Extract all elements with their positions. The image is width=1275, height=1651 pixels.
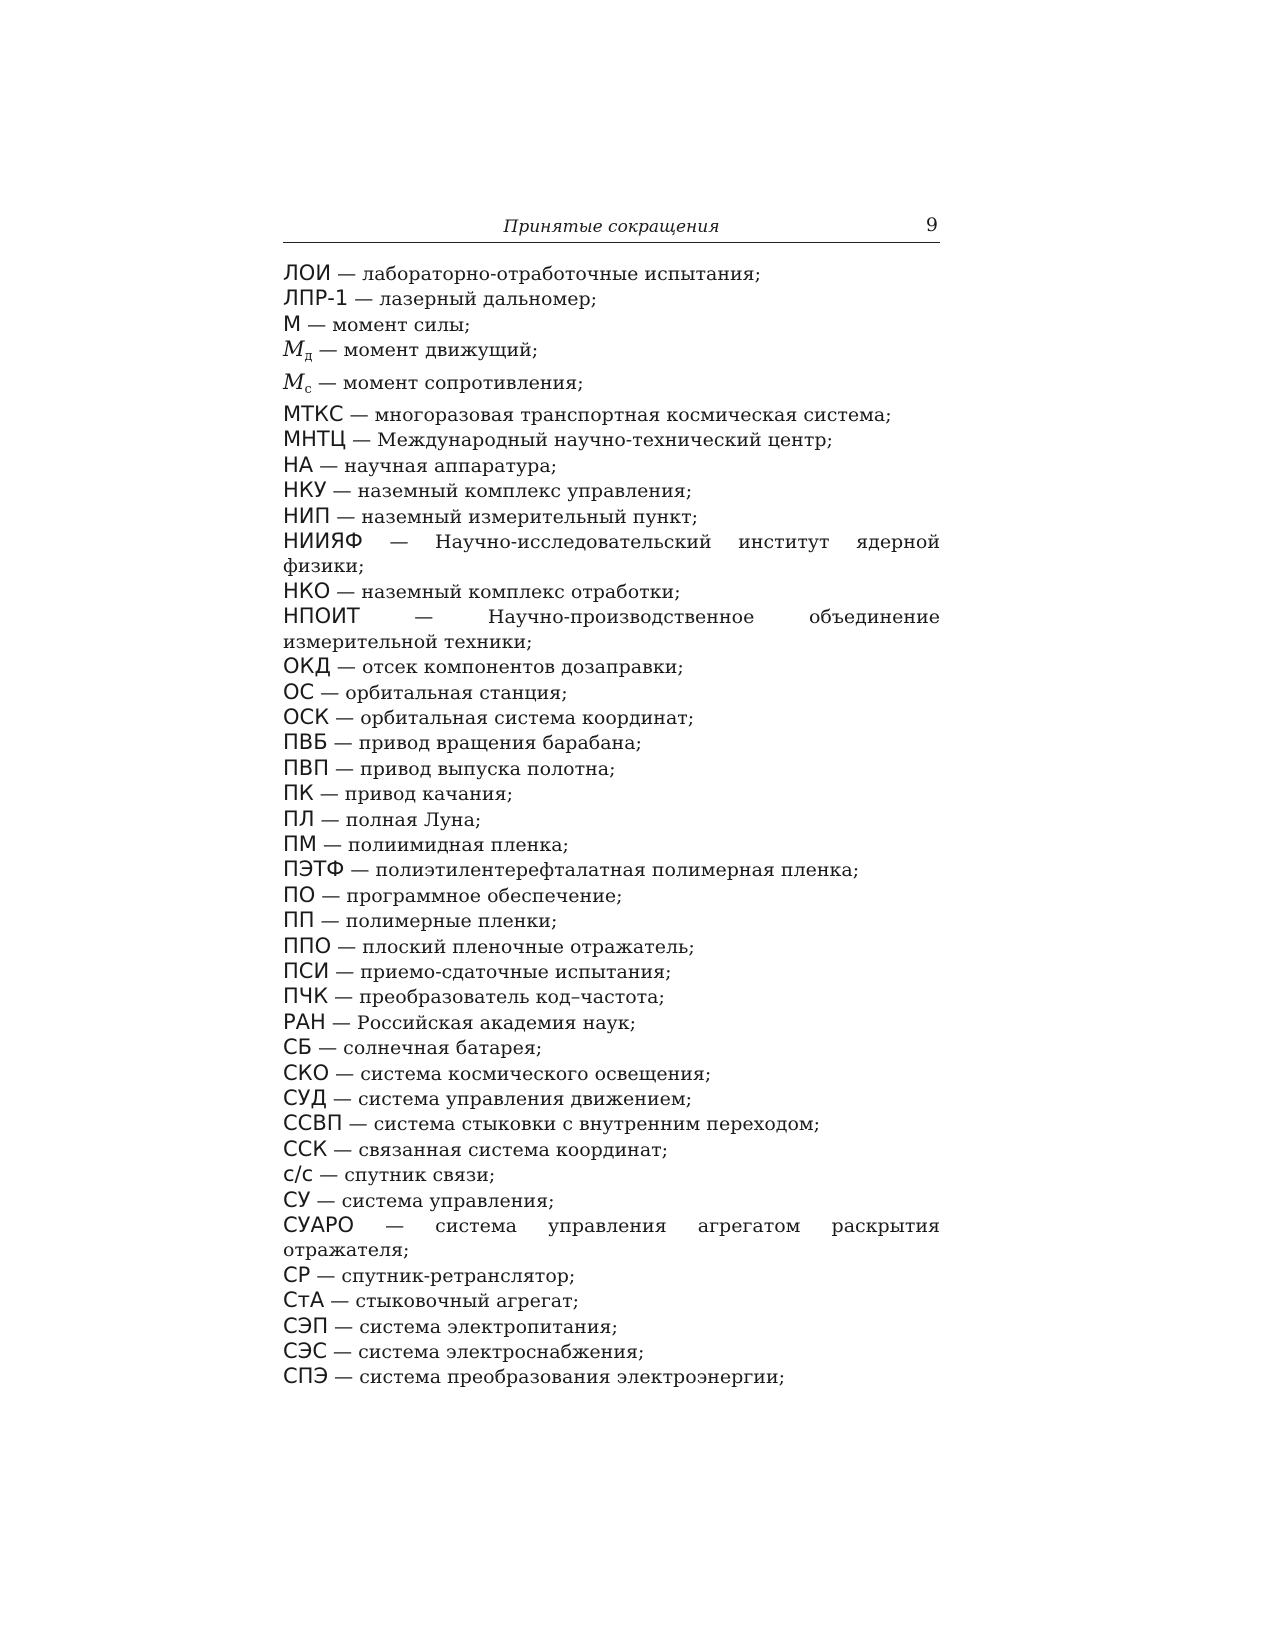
em-dash-separator: — <box>326 480 358 503</box>
abbreviation-definition: привод выпуска полотна; <box>360 757 616 780</box>
abbreviation-definition: Научно-производственное объединение измерительной техники; <box>283 606 940 653</box>
abbreviation-entry <box>283 1213 940 1263</box>
abbreviation-term: СР <box>283 1262 311 1287</box>
abbreviation-entry <box>283 1339 940 1364</box>
abbreviation-definition: система управления движением; <box>357 1088 693 1110</box>
running-header <box>283 214 940 243</box>
abbreviation-term: ПО <box>283 882 316 907</box>
em-dash-separator: — <box>328 1366 360 1389</box>
em-dash-separator: — <box>312 1037 344 1060</box>
em-dash-separator: — <box>301 313 333 336</box>
abbreviation-entry <box>283 370 940 402</box>
abbreviation-term: ОСК <box>283 704 330 729</box>
em-dash-separator: — <box>312 339 344 362</box>
em-dash-separator: — <box>359 606 488 629</box>
abbreviation-entry <box>283 337 940 369</box>
abbreviation-entry <box>283 1111 940 1136</box>
em-dash-separator: — <box>331 935 363 958</box>
abbreviation-entry <box>283 1162 940 1187</box>
abbreviation-entry <box>283 402 940 427</box>
abbreviation-term: ЛПР-1 <box>283 286 349 311</box>
abbreviation-term: с/с <box>283 1162 314 1187</box>
abbreviation-term: СПЭ <box>283 1364 329 1389</box>
abbreviation-definition: момент силы; <box>332 313 471 336</box>
abbreviation-term: НПОИТ <box>283 604 360 629</box>
abbreviation-term: СУД <box>283 1086 327 1110</box>
abbreviation-entry <box>283 730 940 755</box>
em-dash-separator: — <box>330 580 362 603</box>
em-dash-separator: — <box>331 263 363 285</box>
abbreviation-term: ПП <box>283 908 315 933</box>
abbreviation-entry <box>283 832 940 857</box>
abbreviation-term: НИП <box>283 503 331 528</box>
abbreviation-entry <box>283 1263 940 1288</box>
abbreviation-definition: привод вращения барабана; <box>358 732 642 755</box>
em-dash-separator: — <box>310 1189 342 1212</box>
em-dash-separator: — <box>329 706 361 729</box>
abbreviation-definition: момент движущий; <box>343 339 539 362</box>
abbreviation-definition: орбитальная станция; <box>345 681 568 704</box>
abbreviation-term: ПК <box>283 781 314 806</box>
abbreviation-entry <box>283 1035 940 1060</box>
abbreviation-definition: система электроснабжения; <box>358 1341 645 1364</box>
abbreviation-definition: спутник связи; <box>344 1164 496 1187</box>
em-dash-separator: — <box>329 960 361 983</box>
page-number: 9 <box>925 214 938 236</box>
em-dash-separator: — <box>329 1062 361 1085</box>
abbreviation-term: ССК <box>283 1136 328 1161</box>
abbreviation-term: НА <box>283 452 314 477</box>
abbreviation-term: СтА <box>283 1288 325 1313</box>
abbreviation-term: СБ <box>283 1035 313 1060</box>
abbreviation-definition: наземный комплекс отработки; <box>361 580 681 603</box>
abbreviation-definition: наземный измерительный пункт; <box>361 505 699 528</box>
abbreviation-entry <box>283 1288 940 1313</box>
abbreviation-definition: лазерный дальномер; <box>379 288 598 311</box>
em-dash-separator: — <box>342 1113 374 1136</box>
abbreviation-definition: момент сопротивления; <box>342 371 584 394</box>
abbreviation-term: ПЭТФ <box>283 857 345 882</box>
abbreviation-entry <box>283 1314 940 1339</box>
abbreviation-entry <box>283 1137 940 1162</box>
abbreviation-definition: система преобразования электроэнергии; <box>359 1366 786 1389</box>
abbreviation-definition: плоский пленочные отражатель; <box>362 935 695 958</box>
em-dash-separator: — <box>314 808 346 831</box>
abbreviation-entry <box>283 959 940 984</box>
abbreviation-term: ПМ <box>283 831 317 856</box>
abbreviation-definition: полная Луна; <box>345 808 482 831</box>
abbreviation-entry <box>283 261 940 286</box>
abbreviation-definition: система стыковки с внутренним переходом; <box>373 1113 821 1136</box>
em-dash-separator: — <box>354 1215 436 1238</box>
em-dash-separator: — <box>310 1264 342 1287</box>
abbreviation-entry <box>283 1364 940 1389</box>
abbreviation-subscript: д <box>304 349 313 365</box>
em-dash-separator: — <box>346 429 378 452</box>
em-dash-separator: — <box>313 783 345 806</box>
em-dash-separator: — <box>313 1164 345 1187</box>
em-dash-separator: — <box>311 371 343 394</box>
em-dash-separator: — <box>326 1088 358 1110</box>
abbreviation-definition: система электропитания; <box>359 1315 618 1338</box>
abbreviation-definition: стыковочный агрегат; <box>355 1290 580 1313</box>
abbreviation-entry <box>283 781 940 806</box>
abbreviation-entry <box>283 1061 940 1086</box>
abbreviation-entry <box>283 453 940 478</box>
em-dash-separator: — <box>362 531 436 554</box>
abbreviation-term: НКУ <box>283 478 327 503</box>
abbreviation-term: СКО <box>283 1060 330 1085</box>
em-dash-separator: — <box>324 1290 356 1313</box>
abbreviation-term: СУАРО <box>283 1213 355 1238</box>
abbreviation-entry <box>283 705 940 730</box>
em-dash-separator: — <box>316 833 349 856</box>
abbreviation-term: ПВБ <box>283 730 328 755</box>
abbreviation-term: НИИЯФ <box>283 529 363 554</box>
abbreviation-entry <box>283 529 940 579</box>
abbreviation-entry <box>283 504 940 529</box>
abbreviation-definition: Международный научно-технический центр; <box>377 429 833 452</box>
abbreviation-term: М <box>283 311 302 336</box>
abbreviation-definition: программное обеспечение; <box>346 884 623 907</box>
abbreviation-definition: система космического освещения; <box>360 1062 712 1085</box>
abbreviation-term: СЭС <box>283 1339 327 1364</box>
em-dash-separator: — <box>327 732 359 755</box>
abbreviation-term: ОКД <box>283 654 331 679</box>
abbreviation-term: ПВП <box>283 755 329 780</box>
abbreviation-entry <box>283 857 940 882</box>
abbreviation-definition: Научно-исследовательский институт ядерной физики; <box>283 531 940 578</box>
abbreviation-entry <box>283 883 940 908</box>
abbreviation-term: НКО <box>283 578 331 603</box>
abbreviation-definition: орбитальная система координат; <box>360 706 695 729</box>
abbreviation-definition: лабораторно-отработочные испытания; <box>362 263 762 285</box>
em-dash-separator: — <box>327 1138 359 1161</box>
abbreviation-definition: преобразователь код–частота; <box>359 986 665 1009</box>
abbreviation-term: M <box>283 337 305 362</box>
abbreviation-entry <box>283 427 940 452</box>
abbreviation-definition: отсек компонентов дозаправки; <box>361 656 684 679</box>
abbreviation-term: ОС <box>283 679 315 704</box>
em-dash-separator: — <box>348 288 380 311</box>
abbreviation-definition: солнечная батарея; <box>343 1037 543 1060</box>
abbreviation-entry <box>283 579 940 604</box>
abbreviation-definition: система управления; <box>341 1189 555 1212</box>
abbreviation-definition: приемо-сдаточные испытания; <box>360 960 672 983</box>
em-dash-separator: — <box>344 859 376 882</box>
abbreviation-entry <box>283 1188 940 1213</box>
em-dash-separator: — <box>328 986 360 1009</box>
abbreviation-term: ППО <box>283 933 332 958</box>
abbreviation-entry <box>283 908 940 933</box>
abbreviation-entry <box>283 680 940 705</box>
abbreviation-entry <box>283 312 940 337</box>
em-dash-separator: — <box>314 681 346 704</box>
abbreviation-entry <box>283 1010 940 1035</box>
abbreviation-term: МНТЦ <box>283 427 347 452</box>
abbreviation-definition: спутник-ретранслятор; <box>341 1264 576 1287</box>
abbreviation-entry <box>283 934 940 959</box>
abbreviation-term: МТКС <box>283 402 344 427</box>
abbreviation-subscript: с <box>304 381 312 397</box>
abbreviation-entry <box>283 984 940 1009</box>
em-dash-separator: — <box>313 454 345 477</box>
em-dash-separator: — <box>327 1341 359 1364</box>
em-dash-separator: — <box>314 910 346 933</box>
abbreviation-entry <box>283 756 940 781</box>
abbreviation-term: ПЧК <box>283 984 329 1009</box>
running-title: Принятые сокращения <box>503 217 720 237</box>
em-dash-separator: — <box>343 404 375 427</box>
abbreviation-entry <box>283 807 940 832</box>
abbreviation-definition: привод качания; <box>344 783 513 806</box>
abbreviation-definition: связанная система координат; <box>358 1138 669 1161</box>
abbreviation-term: СЭП <box>283 1313 329 1338</box>
abbreviation-definition: научная аппаратура; <box>344 454 558 477</box>
abbreviation-entry <box>283 478 940 503</box>
abbreviation-term: M <box>283 369 305 394</box>
abbreviation-term: ССВП <box>283 1111 343 1136</box>
em-dash-separator: — <box>325 1011 357 1034</box>
abbreviation-term: РАН <box>283 1009 326 1034</box>
em-dash-separator: — <box>315 884 347 907</box>
abbreviation-entry <box>283 286 940 311</box>
abbreviation-definition: наземный комплекс управления; <box>357 480 693 503</box>
abbreviation-term: СУ <box>283 1187 311 1212</box>
abbreviation-definition: Российская академия наук; <box>356 1011 637 1034</box>
abbreviation-term: ПЛ <box>283 806 315 831</box>
em-dash-separator: — <box>330 505 362 528</box>
em-dash-separator: — <box>330 656 362 679</box>
abbreviation-term: ЛОИ <box>283 261 332 285</box>
abbreviation-definition: система управления агрегатом раскрытия отражателя; <box>283 1215 940 1262</box>
abbreviation-entry <box>283 654 940 679</box>
abbreviation-definition: полимерные пленки; <box>345 910 558 933</box>
abbreviation-entry <box>283 604 940 654</box>
abbreviation-definition: полиимидная пленка; <box>348 833 569 856</box>
abbreviation-list <box>283 261 940 1390</box>
abbreviation-entry <box>283 1086 940 1111</box>
abbreviation-term: ПСИ <box>283 958 330 983</box>
abbreviation-definition: многоразовая транспортная космическая система; <box>374 404 892 427</box>
abbreviation-definition: полиэтилентерефталатная полимерная пленка; <box>375 859 860 882</box>
em-dash-separator: — <box>329 757 361 780</box>
em-dash-separator: — <box>328 1315 360 1338</box>
